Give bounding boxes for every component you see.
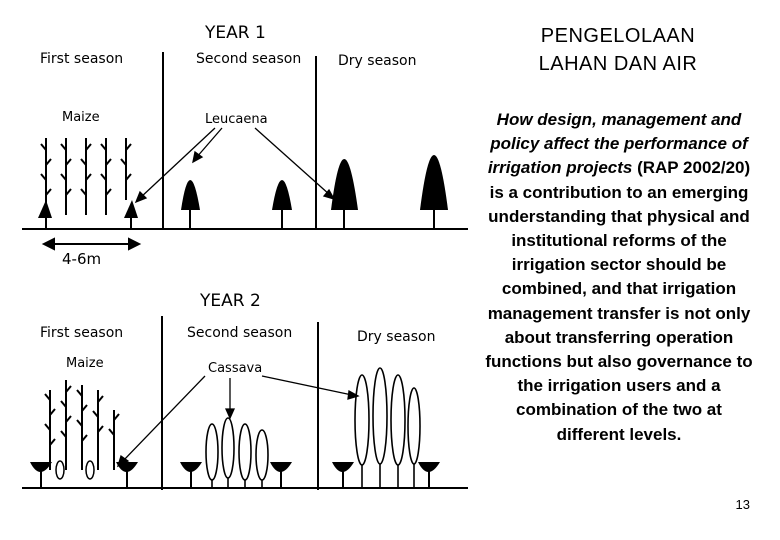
year1-dry-season-label: Dry season: [338, 53, 417, 69]
year2-cassava-label: Cassava: [208, 361, 263, 376]
year1-seedling: [38, 200, 52, 218]
year1-second-season-label: Second season: [196, 51, 302, 67]
body-text: (RAP 2002/20) is a contribution to an emerging understanding that physical and institutional reforms of the irrigation sector should be combined, and that irrigation management transfer is not only about transferring operation functions but also governance to the irrigation users and a combination of the two at different levels.: [485, 158, 753, 444]
slide-body-text: [484, 108, 754, 447]
year2-second-season-label: Second season: [187, 325, 293, 341]
body-italic-title: How design, management and policy affect the performance of irrigation projects: [487, 110, 748, 178]
year2-leucaena-stumps: [30, 462, 440, 488]
year1-width-dimension: [44, 239, 139, 249]
year1-leucaena-label: Leucaena: [205, 112, 268, 127]
year2-cassava-small: [56, 461, 94, 479]
slide-title: [488, 22, 748, 78]
page-number: 13: [735, 497, 750, 512]
year2-label: YEAR 2: [200, 291, 261, 311]
year1-maize-plants: [41, 138, 131, 215]
year1-width-label: 4-6m: [62, 250, 102, 268]
year2-first-season-label: First season: [40, 325, 124, 341]
title-line-1: PENGELOLAAN: [540, 25, 696, 47]
year2-cassava-arrows: [118, 376, 358, 466]
year1-first-season-label: First season: [40, 51, 124, 67]
year2-cassava-dry-plants: [355, 368, 420, 488]
year2-dry-season-label: Dry season: [357, 329, 436, 345]
year2-maize-plants: [45, 380, 119, 470]
year1-leucaena-trees: [181, 155, 448, 229]
year1-label: YEAR 1: [205, 23, 266, 43]
year2-maize-label: Maize: [66, 356, 104, 371]
year2-cassava-plants: [206, 418, 268, 488]
year1-maize-label: Maize: [62, 110, 100, 125]
year1-leucaena-arrows: [136, 128, 334, 202]
title-line-2: LAHAN DAN AIR: [538, 53, 698, 75]
